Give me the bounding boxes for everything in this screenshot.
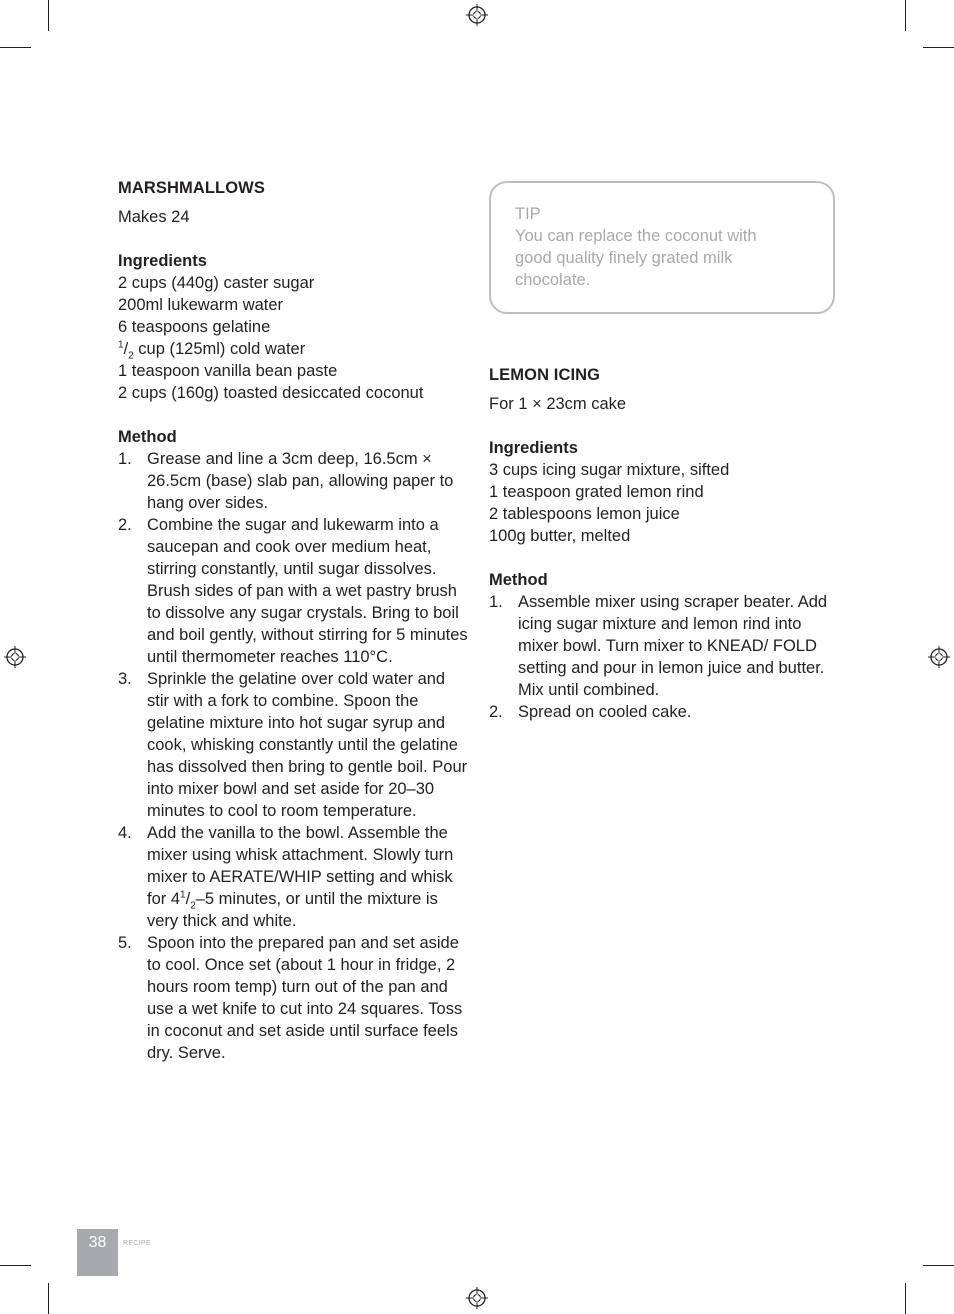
ingredients-list xyxy=(118,272,468,404)
step-text: Sprinkle the gelatine over cold water and stir with a fork to combine. Spoon the gelatine mixture into hot sugar syrup and cook, whisking constantly until the gelatine has dissolved then bring to gentle boil. Pour into mixer bowl and set aside for 20–30 minutes to cool to room temperature. xyxy=(147,670,468,820)
ingredient-text: cup (125ml) cold water xyxy=(133,340,306,358)
ingredient-item: 6 teaspoons gelatine xyxy=(118,318,271,336)
method-step xyxy=(489,591,834,701)
step-number: 1. xyxy=(118,450,132,468)
marshmallows-recipe xyxy=(118,176,468,1064)
ingredient-item: 2 cups (440g) caster sugar xyxy=(118,274,315,292)
ingredients-heading: Ingredients xyxy=(118,252,207,270)
step-text: Assemble mixer using scraper beater. Add icing sugar mixture and lemon rind into mixer bowl. Turn mixer to KNEAD/ FOLD setting and pour in lemon juice and butter. Mix until combined. xyxy=(518,593,828,699)
method-step xyxy=(118,448,468,514)
recipe-yield: For 1 × 23cm cake xyxy=(489,395,627,413)
step-number: 3. xyxy=(118,670,132,688)
page-number: 38 xyxy=(88,1234,107,1251)
fraction-slash: / xyxy=(123,340,129,358)
step-text: Grease and line a 3cm deep, 16.5cm × 26.5cm (base) slab pan, allowing paper to hang over sides. xyxy=(147,450,454,512)
method-step xyxy=(118,514,468,668)
crop-mark xyxy=(923,1265,954,1266)
method-list xyxy=(489,591,834,723)
ingredient-item: 3 cups icing sugar mixture, sifted xyxy=(489,461,730,479)
registration-mark-icon xyxy=(466,4,488,26)
recipe-title: MARSHMALLOWS xyxy=(118,179,265,197)
step-text: Add the vanilla to the bowl. Assemble the mixer using whisk attachment. Slowly turn mixer to AERATE/WHIP setting and whisk for 4 xyxy=(147,824,454,908)
page-number-tab xyxy=(77,1229,118,1276)
ingredients-list xyxy=(489,459,834,547)
method-step xyxy=(489,701,834,723)
crop-mark xyxy=(923,47,954,48)
method-heading: Method xyxy=(118,428,177,446)
tip-label: TIP xyxy=(515,205,541,223)
registration-mark-icon xyxy=(928,646,950,668)
method-heading: Method xyxy=(489,571,548,589)
ingredients-heading: Ingredients xyxy=(489,439,578,457)
crop-mark xyxy=(905,1283,906,1314)
fraction-numerator: 1 xyxy=(180,889,186,901)
method-step xyxy=(118,822,468,932)
recipe-yield: Makes 24 xyxy=(118,208,190,226)
fraction-denominator: 2 xyxy=(128,350,134,362)
ingredient-item xyxy=(118,338,468,360)
step-number: 2. xyxy=(489,703,503,721)
step-text: Combine the sugar and lukewarm into a saucepan and cook over medium heat, stirring constantly, until sugar dissolves. Brush sides of pan with a wet pastry brush to dissolve any sugar crystals. Bring to boil and boil gently, without stirring for 5 minutes until thermometer reaches 110°C. xyxy=(147,516,468,666)
method-list xyxy=(118,448,468,1064)
crop-mark xyxy=(48,0,49,31)
method-step xyxy=(118,668,468,822)
crop-mark xyxy=(0,1265,31,1266)
step-number: 2. xyxy=(118,516,132,534)
ingredient-item: 1 teaspoon grated lemon rind xyxy=(489,483,704,501)
step-text: Spread on cooled cake. xyxy=(518,703,692,721)
crop-mark xyxy=(905,0,906,31)
fraction-numerator: 1 xyxy=(118,339,124,351)
recipe-title: LEMON ICING xyxy=(489,366,601,384)
fraction-slash: / xyxy=(185,890,191,908)
step-number: 1. xyxy=(489,593,503,611)
ingredient-item: 200ml lukewarm water xyxy=(118,296,284,314)
fraction-denominator: 2 xyxy=(190,900,196,912)
ingredient-item: 2 tablespoons lemon juice xyxy=(489,505,680,523)
tip-text: You can replace the coconut with good quality finely grated milk chocolate. xyxy=(515,227,757,289)
crop-mark xyxy=(48,1283,49,1314)
section-label: RECIPE xyxy=(123,1240,151,1247)
crop-mark xyxy=(0,47,31,48)
step-text: Spoon into the prepared pan and set aside to cool. Once set (about 1 hour in fridge, 2 hours room temp) turn out of the pan and use a wet knife to cut into 24 squares. Toss in coconut and set aside until surface feels dry. Serve. xyxy=(147,934,463,1062)
ingredient-item: 100g butter, melted xyxy=(489,527,631,545)
ingredient-item: 1 teaspoon vanilla bean paste xyxy=(118,362,338,380)
registration-mark-icon xyxy=(4,646,26,668)
step-text: –5 minutes, or until the mixture is very thick and white. xyxy=(147,890,438,930)
step-number: 5. xyxy=(118,934,132,952)
ingredient-item: 2 cups (160g) toasted desiccated coconut xyxy=(118,384,424,402)
registration-mark-icon xyxy=(466,1287,488,1309)
method-step xyxy=(118,932,468,1064)
lemon-icing-recipe xyxy=(489,363,834,723)
step-number: 4. xyxy=(118,824,132,842)
tip-box xyxy=(489,181,835,314)
